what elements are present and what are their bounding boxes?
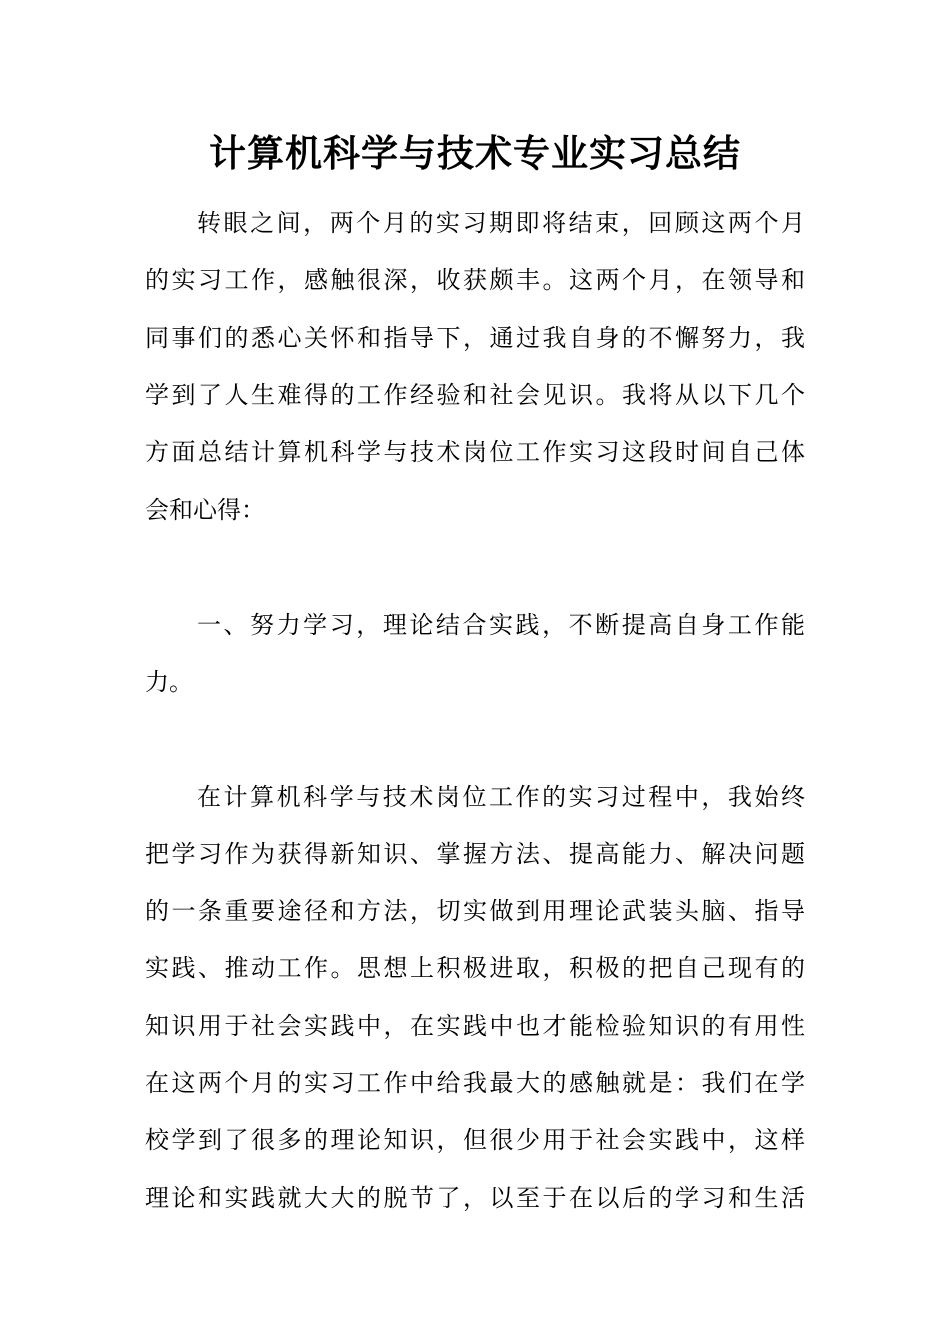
- section-heading-line: 力。: [145, 668, 193, 696]
- paragraph-line: 的一条重要途径和方法，切实做到用理论武装头脑、指导: [145, 897, 805, 925]
- paragraph-line: 理论和实践就大大的脱节了，以至于在以后的学习和生活: [145, 1184, 805, 1212]
- document-title: 计算机科学与技术专业实习总结: [209, 131, 741, 175]
- paragraph-line: 会和心得：: [145, 496, 265, 524]
- paragraph-line: 在计算机科学与技术岗位工作的实习过程中，我始终: [197, 783, 805, 811]
- paragraph-line: 把学习作为获得新知识、掌握方法、提高能力、解决问题: [145, 840, 805, 868]
- paragraph-line: 实践、推动工作。思想上积极进取，积极的把自己现有的: [145, 954, 805, 982]
- paragraph-line: 转眼之间，两个月的实习期即将结束，回顾这两个月: [197, 209, 805, 237]
- paragraph-line: 方面总结计算机科学与技术岗位工作实习这段时间自己体: [145, 438, 805, 466]
- paragraph-line: 校学到了很多的理论知识，但很少用于社会实践中，这样: [145, 1126, 805, 1154]
- paragraph-line: 的实习工作，感触很深，收获颇丰。这两个月，在领导和: [145, 266, 805, 294]
- paragraph-line: 在这两个月的实习工作中给我最大的感触就是：我们在学: [145, 1069, 805, 1097]
- paragraph-line: 同事们的悉心关怀和指导下，通过我自身的不懈努力，我: [145, 324, 805, 352]
- section-heading-line: 一、努力学习，理论结合实践，不断提高自身工作能: [197, 611, 805, 639]
- paragraph-line: 学到了人生难得的工作经验和社会见识。我将从以下几个: [145, 381, 805, 409]
- paragraph-line: 知识用于社会实践中，在实践中也才能检验知识的有用性: [145, 1012, 805, 1040]
